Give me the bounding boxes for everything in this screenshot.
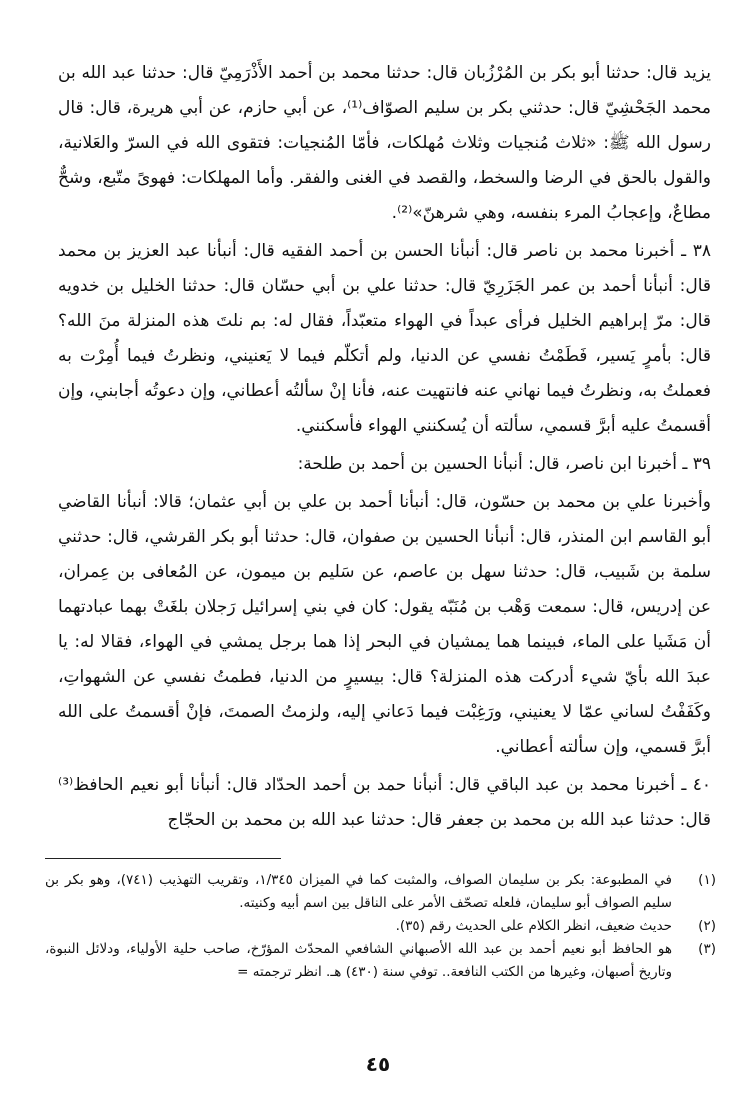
footnote-text: حديث ضعيف، انظر الكلام على الحديث رقم (٣٥). [395,918,672,934]
footnotes [45,858,716,984]
paragraph-entry-39: ٣٩ ـ أخبرنا ابن ناصر، قال: أنبأنا الحسين بن أحمد بن طلحة: [297,454,711,474]
footnote-1 [45,869,716,915]
page-body [58,56,711,838]
paragraph-entry-38: ٣٨ ـ أخبرنا محمد بن ناصر قال: أنبأنا الحسن بن أحمد الفقيه قال: أنبأنا عبد العزيز بن محمد قال: أنبأنا أحمد بن عمر الجَزَرِيّ قال: حدثنا علي بن أبي حسّان قال: حدثنا الخليل بن خدويه قال: مرّ إبراهيم الخليل فرأى عبداً في الهواء متعبّداً، فقال له: بم نلتَ هذه المنزلة منَ الله؟ قال: بأمرٍ يَسير، فَطَمْتُ نفسي عن الدنيا، ولم أتكلّم فيما لا يَعنيني، ونظرتُ فيما أُمِرْت به فعملتُ به، ونظرتُ فيما نهاني عنه فانتهيت عنه، فأنا إنْ سألتُه أعطاني، وإن دعوتُه أجابني، وإن أقسمتُ عليه أبرَّ قسمي، سألته أن يُسكنني الهواء فأسكنني. [58,241,711,436]
footnote-number: (٢) [698,918,716,934]
main-text [58,56,711,838]
footnote-text: هو الحافظ أبو نعيم أحمد بن عبد الله الأصبهاني الشافعي المحدّث المؤرّخ، صاحب حلية الأولياء، ودلائل النبوة، وتاريخ أصبهان، وغيرها من الكتب النافعة.. توفي سنة (٤٣٠) هـ. انظر ترجمته = [45,941,672,980]
footnote-2 [45,915,716,938]
paragraph-entry-40: ٤٠ ـ أخبرنا محمد بن عبد الباقي قال: أنبأنا حمد بن أحمد الحدّاد قال: أنبأنا أبو نعيم الحافظ⁽³⁾ قال: حدثنا عبد الله بن محمد بن جعفر قال: حدثنا عبد الله بن محمد بن الحجّاج [58,775,711,830]
footnote-number: (١) [698,872,716,888]
footnote-text: في المطبوعة: بكر بن سليمان الصواف، والمثبت كما في الميزان ١/٣٤٥، وتقريب التهذيب (٧٤١)، وهو بكر بن سليم الصواف أبو سليمان، فلعله تصحّف الأمر على الناقل بين اسم أبيه وكنيته. [45,872,672,911]
footnote-3 [45,938,716,984]
paragraph-entry-39-chain: وأخبرنا علي بن محمد بن حسّون، قال: أنبأنا أحمد بن علي بن أبي عثمان؛ قالا: أنبأنا القاضي أبو القاسم ابن المنذر، قال: أنبأنا الحسين بن صفوان، قال: حدثنا أبو بكر القرشي، قال: حدثني سلمة بن شَبيب، قال: حدثنا سهل بن عاصم، عن سَليم بن ميمون، عن المُعافى بن عِمران، عن إدريس، قال: سمعت وَهْب بن مُنَبّه يقول: كان في بني إسرائيل رَجلان بلغَتْ بهما عبادتهما أن مَشَيا على الماء، فبينما هما يمشيان في البحر إذا هما برجل يمشي في الهواء، فقالا له: يا عبدَ الله بأيّ شيء أدركت هذه المنزلة؟ قال: بيسيرٍ من الدنيا، فطمتُ نفسي عن الشهواتِ، وكَفَفْتُ لساني عمّا لا يعنيني، ورَغِبْت فيما دَعاني إليه، ولزمتُ الصمتَ، فإنْ أقسمتُ على الله أبرَّ قسمي، وإن سألته أعطاني. [58,492,711,757]
paragraph-hadith-37-end: يزيد قال: حدثنا أبو بكر بن المُرْزُبان قال: حدثنا محمد بن أحمد الأَذْرَمِيّ قال: حدثنا عبد الله بن محمد الجَحْشِيّ قال: حدثني بكر بن سليم الصوّاف⁽¹⁾، عن أبي حازم، عن أبي هريرة، قال: قال رسول الله ﷺ: «ثلاث مُنجيات وثلاث مُهلكات، فأمّا المُنجيات: فتقوى الله في السرّ والعَلانية، والقول بالحق في الرضا والسخط، والقصد في الغنى والفقر. وأما المهلكات: فهوىً متّبع، وشحٌّ مطاعٌ، وإعجابُ المرء بنفسه، وهي شرهنّ»⁽²⁾. [58,63,711,223]
page-number: ٤٥ [365,1052,391,1076]
footnote-divider [45,858,281,859]
footnote-number: (٣) [698,941,716,957]
